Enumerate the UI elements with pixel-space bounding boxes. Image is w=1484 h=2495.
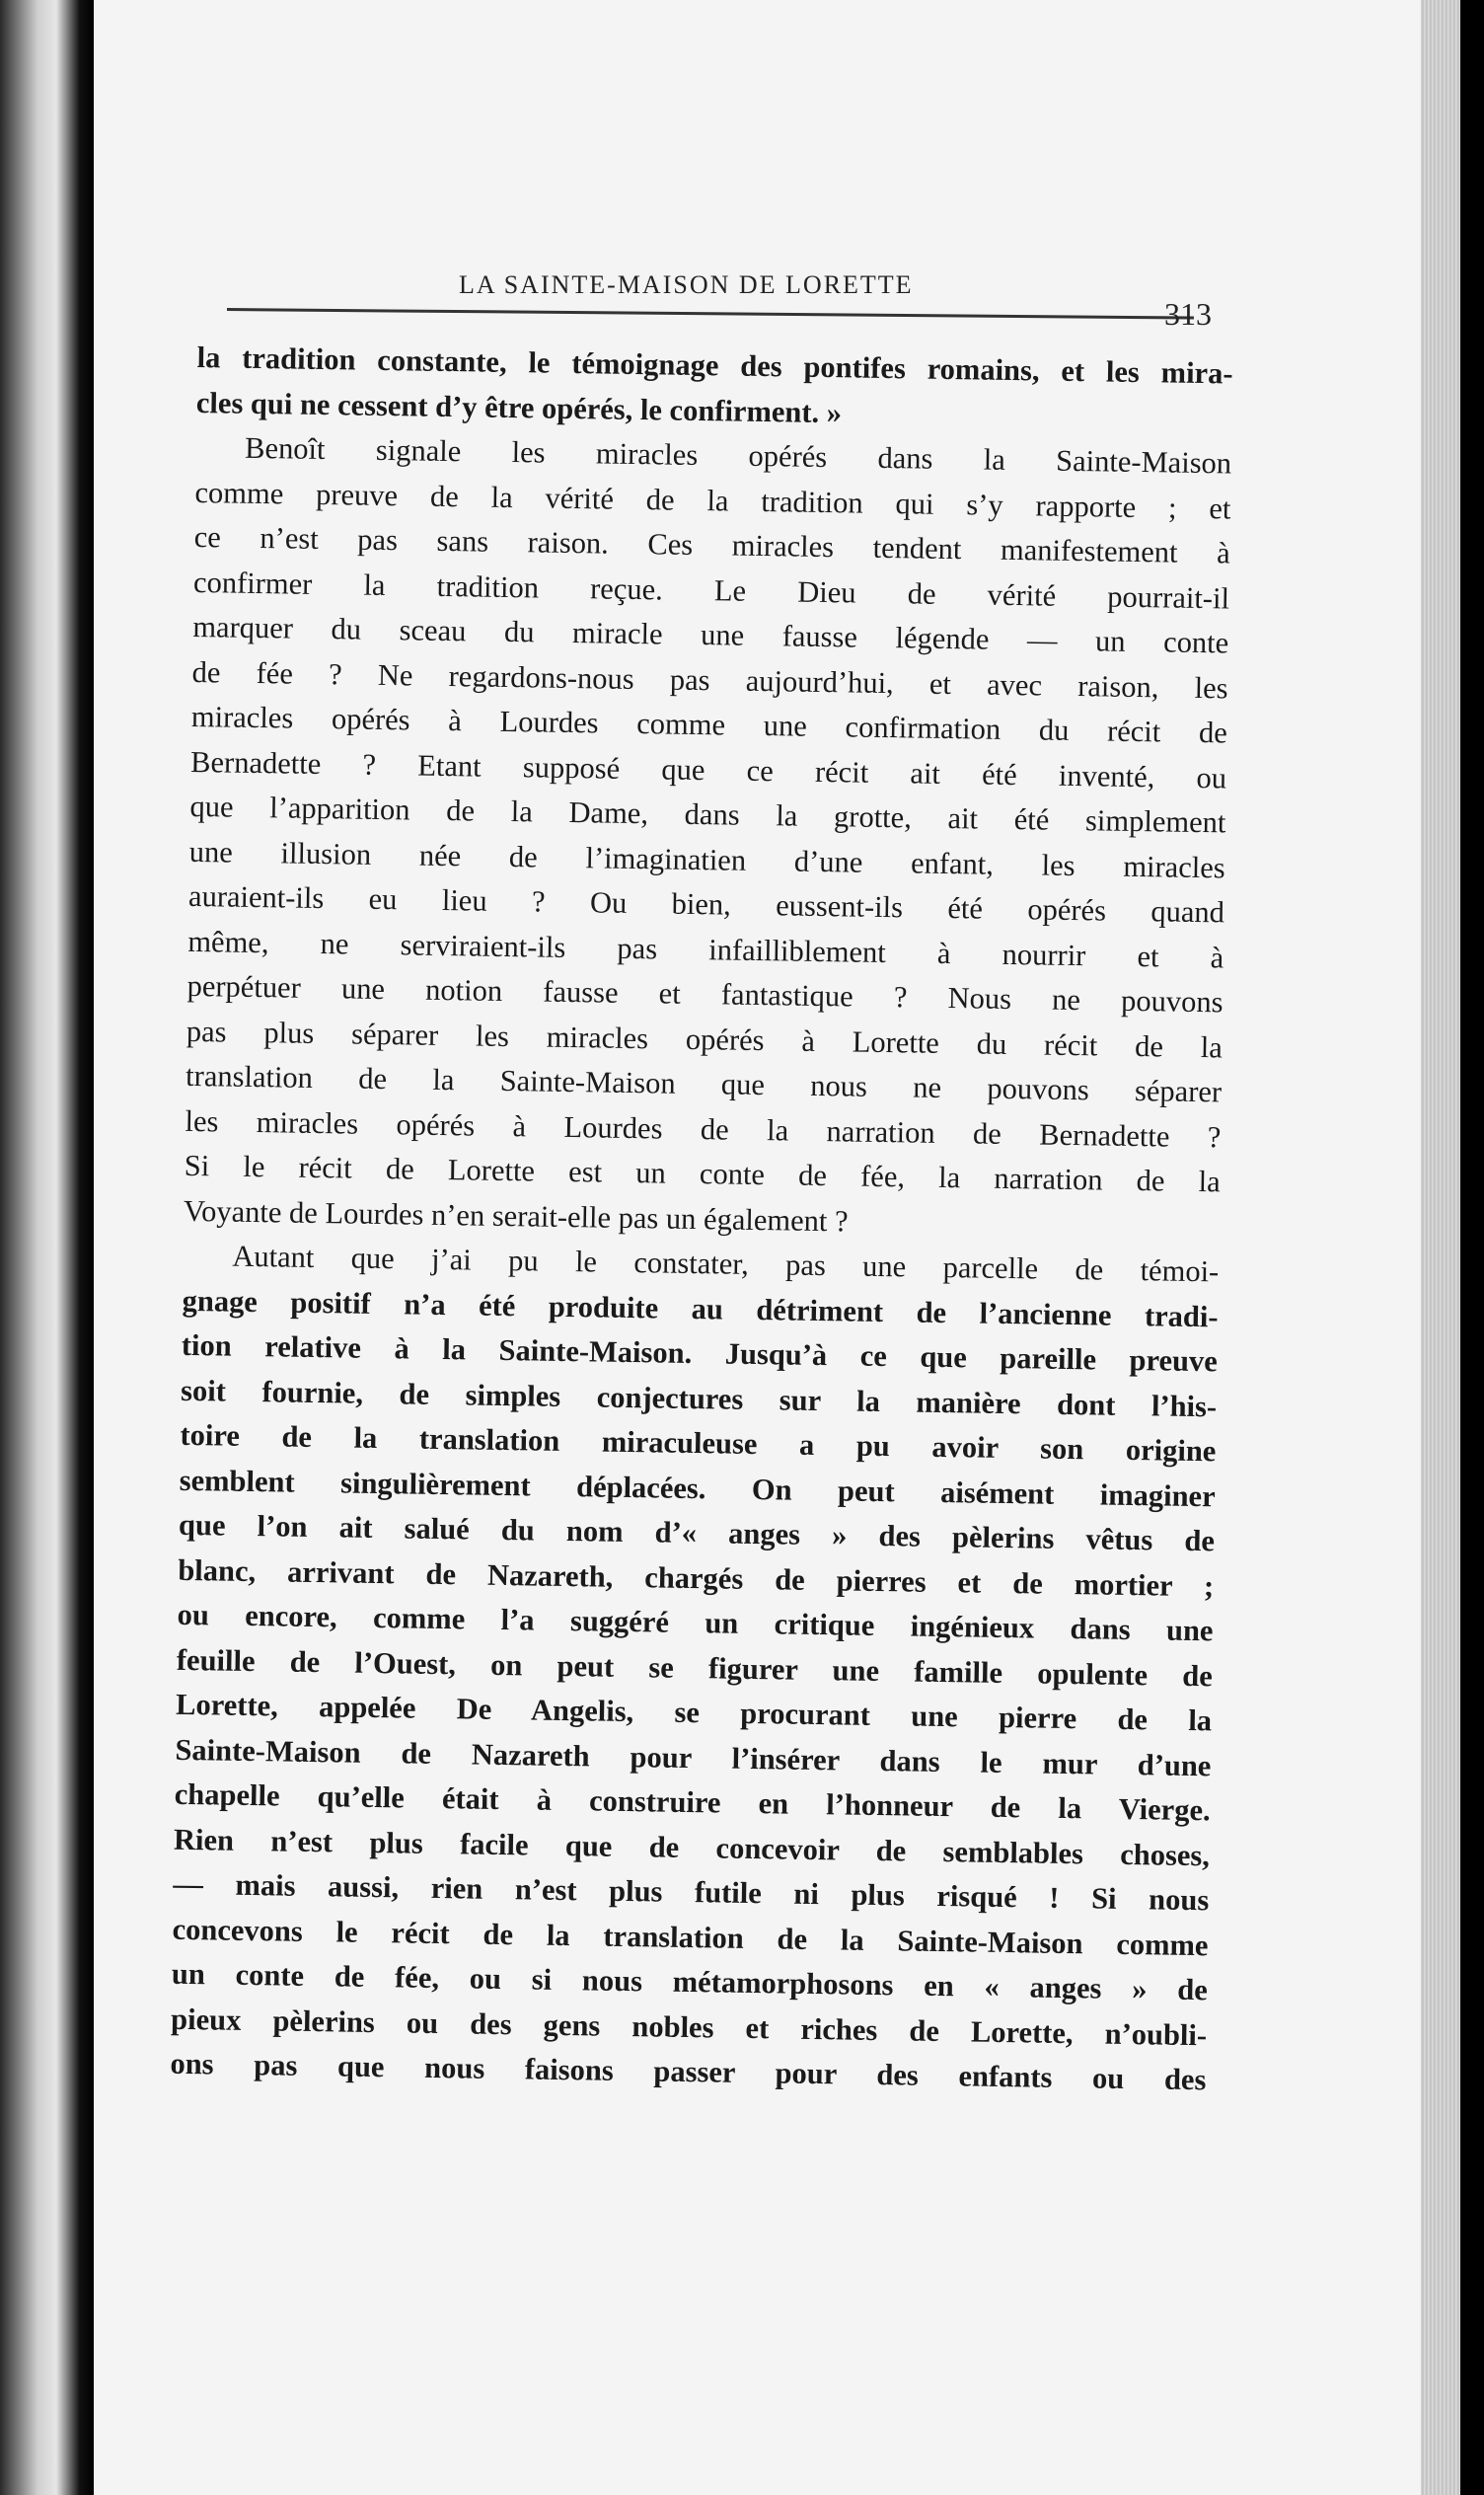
text-line: pieux pèlerins ou des gens nobles et riches de Lorette, n’oubli-	[170, 2002, 1208, 2052]
text-line: même, ne serviraient-ils pas infailliblement à nourrir et à	[187, 924, 1224, 974]
text-line: perpétuer une notion fausse et fantastique ? Nous ne pouvons	[186, 968, 1224, 1020]
text-line: concevons le récit de la translation de la Sainte-Maison comme	[172, 1912, 1209, 1962]
text-line: chapelle qu’elle était à construire en l’honneur de la Vierge.	[174, 1777, 1211, 1828]
text-line: soit fournie, de simples conjectures sur la manière dont l’his-	[180, 1373, 1218, 1423]
text-line: toire de la translation miraculeuse a pu avoir son origine	[180, 1417, 1217, 1469]
text-line: blanc, arrivant de Nazareth, chargés de pierres et de mortier ;	[178, 1552, 1215, 1603]
body-text	[170, 336, 1233, 2103]
text-line: translation de la Sainte-Maison que nous ne pouvons séparer	[185, 1058, 1223, 1109]
text-line: Bernadette ? Etant supposé que ce récit ait été inventé, ou	[189, 744, 1227, 794]
text-line: — mais aussi, rien n’est plus futile ni plus risqué ! Si nous	[173, 1866, 1210, 1918]
text-line: ou encore, comme l’a suggéré un critique ingénieux dans une	[177, 1597, 1214, 1648]
running-title: LA SAINTE-MAISON DE LORETTE	[459, 270, 914, 299]
text-line: feuille de l’Ouest, on peut se figurer une famille opulente de	[176, 1642, 1214, 1693]
text-line: ce n’est pas sans raison. Ces miracles tendent manifestement à	[193, 519, 1230, 570]
page-number: 313	[1164, 296, 1212, 332]
text-line: les miracles opérés à Lourdes de la narration de Bernadette ?	[185, 1103, 1222, 1154]
text-line: Rien n’est plus facile que de concevoir de semblables choses,	[173, 1822, 1211, 1872]
text-line: pas plus séparer les miracles opérés à Lorette du récit de la	[186, 1014, 1224, 1064]
text-line: la tradition constante, le témoignage des pontifes romains, et les mira-	[196, 340, 1233, 391]
text-line: Si le récit de Lorette est un conte de fée, la narration de la	[184, 1148, 1221, 1199]
text-line: de fée ? Ne regardons-nous pas aujourd’hui, et avec raison, les	[191, 654, 1228, 705]
text-line: Sainte-Maison de Nazareth pour l’insérer dans le mur d’une	[175, 1732, 1212, 1782]
text-line: cles qui ne cessent d’y être opérés, le confirment. »	[195, 385, 843, 429]
text-line: comme preuve de la vérité de la tradition qui s’y rapporte ; et	[194, 475, 1231, 525]
text-line: marquer du sceau du miracle une fausse légende — un conte	[192, 609, 1229, 660]
text-line: Autant que j’ai pu le constater, pas une parcelle de témoi-	[232, 1239, 1220, 1289]
facing-page-edge	[0, 0, 94, 2495]
text-line: Benoît signale les miracles opérés dans la Sainte-Maison	[244, 430, 1232, 481]
text-line: semblent singulièrement déplacées. On peut aisément imaginer	[179, 1463, 1216, 1513]
text-line: un conte de fée, ou si nous métamorphosons en « anges » de	[171, 1956, 1209, 2007]
text-line: miracles opérés à Lourdes comme une confirmation du récit de	[190, 699, 1228, 750]
text-line: Lorette, appelée De Angelis, se procurant une pierre de la	[175, 1687, 1213, 1738]
text-line: Voyante de Lourdes n’en serait-elle pas un également ?	[183, 1193, 849, 1238]
text-line: que l’apparition de la Dame, dans la grotte, ait été simplement	[189, 789, 1226, 840]
page-stack-edge	[1421, 0, 1460, 2495]
text-line: tion relative à la Sainte-Maison. Jusqu’à ce que pareille preuve	[181, 1327, 1219, 1379]
text-line: gnage positif n’a été produite au détriment de l’ancienne tradi-	[182, 1283, 1219, 1333]
text-line: confirmer la tradition reçue. Le Dieu de vérité pourrait-il	[192, 565, 1230, 615]
text-line: ons pas que nous faisons passer pour des enfants ou des	[170, 2046, 1207, 2097]
text-line: auraient-ils eu lieu ? Ou bien, eussent-ils été opérés quand	[187, 878, 1225, 930]
text-line: que l’on ait salué du nom d’« anges » des pèlerins vêtus de	[178, 1507, 1216, 1558]
text-line: une illusion née de l’imaginatien d’une enfant, les miracles	[188, 834, 1225, 884]
